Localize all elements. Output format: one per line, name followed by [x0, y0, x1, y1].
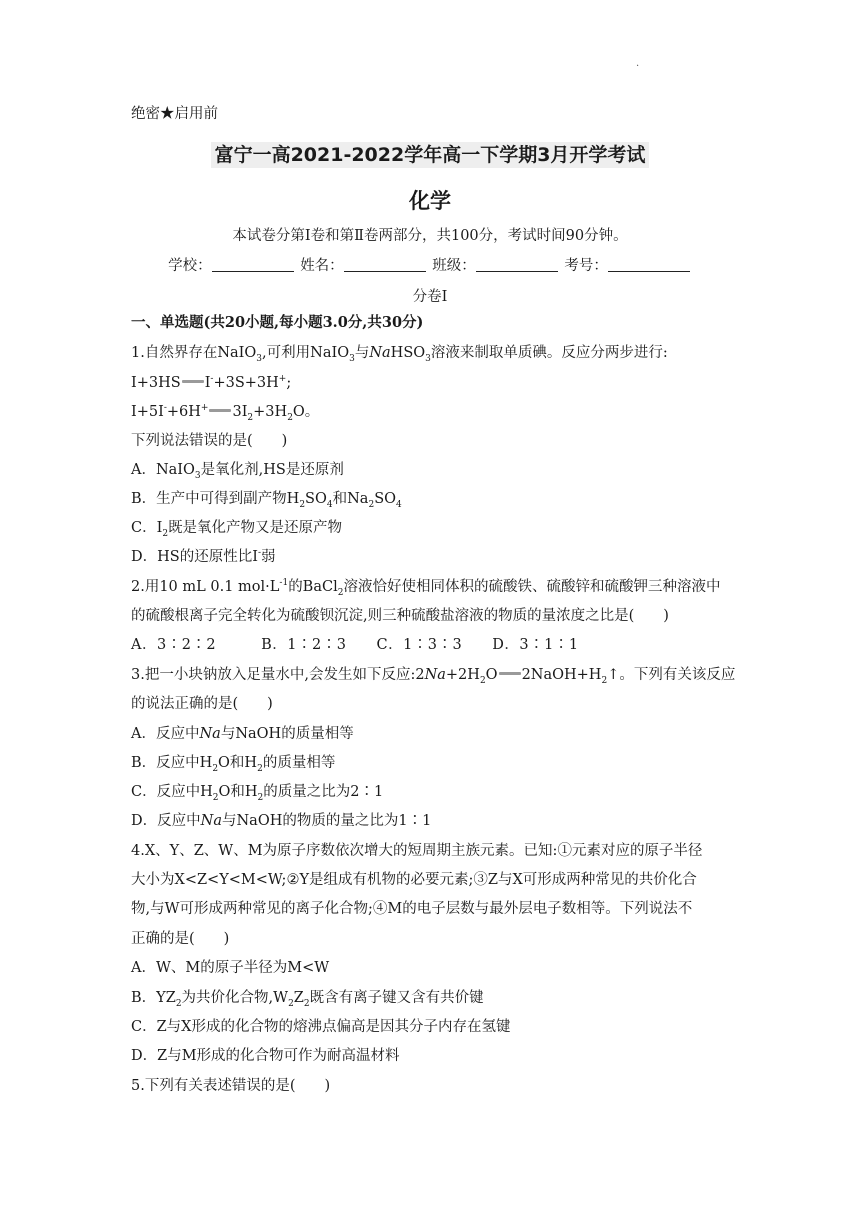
name-blank[interactable]: [344, 257, 426, 272]
q4-option-a: A．W、M的原子半径为M<W: [131, 960, 330, 976]
q4-stem-line-4: 正确的是( ): [131, 931, 230, 947]
equals-bar: [499, 672, 521, 675]
q1-equation-2: I+5I-+6H+ $3I_2+3H_2O$。: [131, 403, 320, 423]
q4-stem-line-3: 物,与W可形成两种常见的离子化合物;④M的电子层数与最外层电子数相等。下列说法不: [131, 901, 693, 917]
exam-info: 本试卷分第Ⅰ卷和第Ⅱ卷两部分，共100分，考试时间90分钟。: [232, 228, 628, 244]
subject-title: 化学: [409, 189, 451, 213]
class-blank[interactable]: [476, 257, 558, 272]
q3-option-c: C．反应中$H_2O$和$H_2$的质量之比为2∶1: [131, 784, 384, 803]
part-label: 分卷I: [412, 289, 448, 305]
q4-option-c: C．Z与X形成的化合物的熔沸点偏高是因其分子内存在氢键: [131, 1019, 511, 1035]
q2-stem-line-1: 2.用10 mL 0.1 $mol\cdot L^{-1}$的BaCl$_2$溶液恰好使相同体积的硫酸铁、硫酸锌和硫酸钾三种溶液中: [131, 578, 721, 598]
q1-option-c: C．$I_2$既是氧化产物又是还原产物: [131, 520, 343, 539]
q4-stem-line-2: 大小为X<Z<Y<M<W;②Y是组成有机物的必要元素;③Z与X可形成两种常见的共价化合: [131, 872, 697, 888]
exam-number-blank[interactable]: [608, 257, 690, 272]
q2-options: A．3∶2∶2 B．1∶2∶3 C．1∶3∶3 D．3∶1∶1: [131, 637, 579, 653]
school-label: 学校：: [168, 258, 212, 274]
q2-stem-line-2: 的硫酸根离子完全转化为硫酸钡沉淀,则三种硫酸盐溶液的物质的量浓度之比是( ): [131, 608, 669, 624]
equals-bar: [209, 409, 231, 412]
q3-option-d: D．反应中Na与NaOH的物质的量之比为1∶1: [131, 813, 432, 829]
q1-ask: 下列说法错误的是( ): [131, 433, 288, 449]
q1-option-a: A．NaIO$_3$是氧化剂,HS是还原剂: [131, 462, 344, 481]
q3-stem-line-1: 3.把一小块钠放入足量水中,会发生如下反应$:2Na+2H_2O$ $2NaOH+H_2↑$。下列有关该反应: [131, 667, 736, 686]
q1-equation-1: I+3HS I-+3S+3H+;: [131, 374, 292, 391]
corner-dot: .: [636, 58, 640, 69]
section-heading: 一、单选题(共20小题,每小题3.0分,共30分): [131, 314, 424, 331]
q3-option-b: B．反应中$H_2O$和$H_2$的质量相等: [131, 755, 336, 774]
q4-stem-line-1: 4.X、Y、Z、W、M为原子序数依次增大的短周期主族元素。已知:①元素对应的原子半径: [131, 843, 703, 859]
q5-stem: 5.下列有关表述错误的是( ): [131, 1078, 331, 1094]
class-label: 班级：: [432, 258, 476, 274]
school-blank[interactable]: [212, 257, 294, 272]
q3-stem-line-2: 的说法正确的是( ): [131, 696, 273, 712]
exam-title: 富宁一高2021-2022学年高一下学期3月开学考试: [0, 140, 860, 167]
q1-option-d: D．HS的还原性比I-弱: [131, 548, 276, 565]
q3-option-a: A．反应中Na与NaOH的质量相等: [131, 726, 354, 742]
q4-option-d: D．Z与M形成的化合物可作为耐高温材料: [131, 1048, 400, 1064]
secret-mark: 绝密★启用前: [131, 106, 218, 122]
q4-option-b: B．$YZ_2$为共价化合物$,W_2Z_2$既含有离子键又含有共价键: [131, 990, 484, 1009]
q1-option-b: B．生产中可得到副产物$H_2SO_4$和$Na_2SO_4$: [131, 491, 402, 510]
exam-number-label: 考号：: [564, 258, 608, 274]
name-label: 姓名：: [300, 258, 344, 274]
q1-stem: 1.自然界存在NaIO$_3$,可利用NaIO$_3$与NaHSO$_3$溶液来制取单质碘。反应分两步进行:: [131, 345, 668, 364]
equals-bar: [182, 380, 204, 383]
student-fields: [0, 254, 860, 275]
